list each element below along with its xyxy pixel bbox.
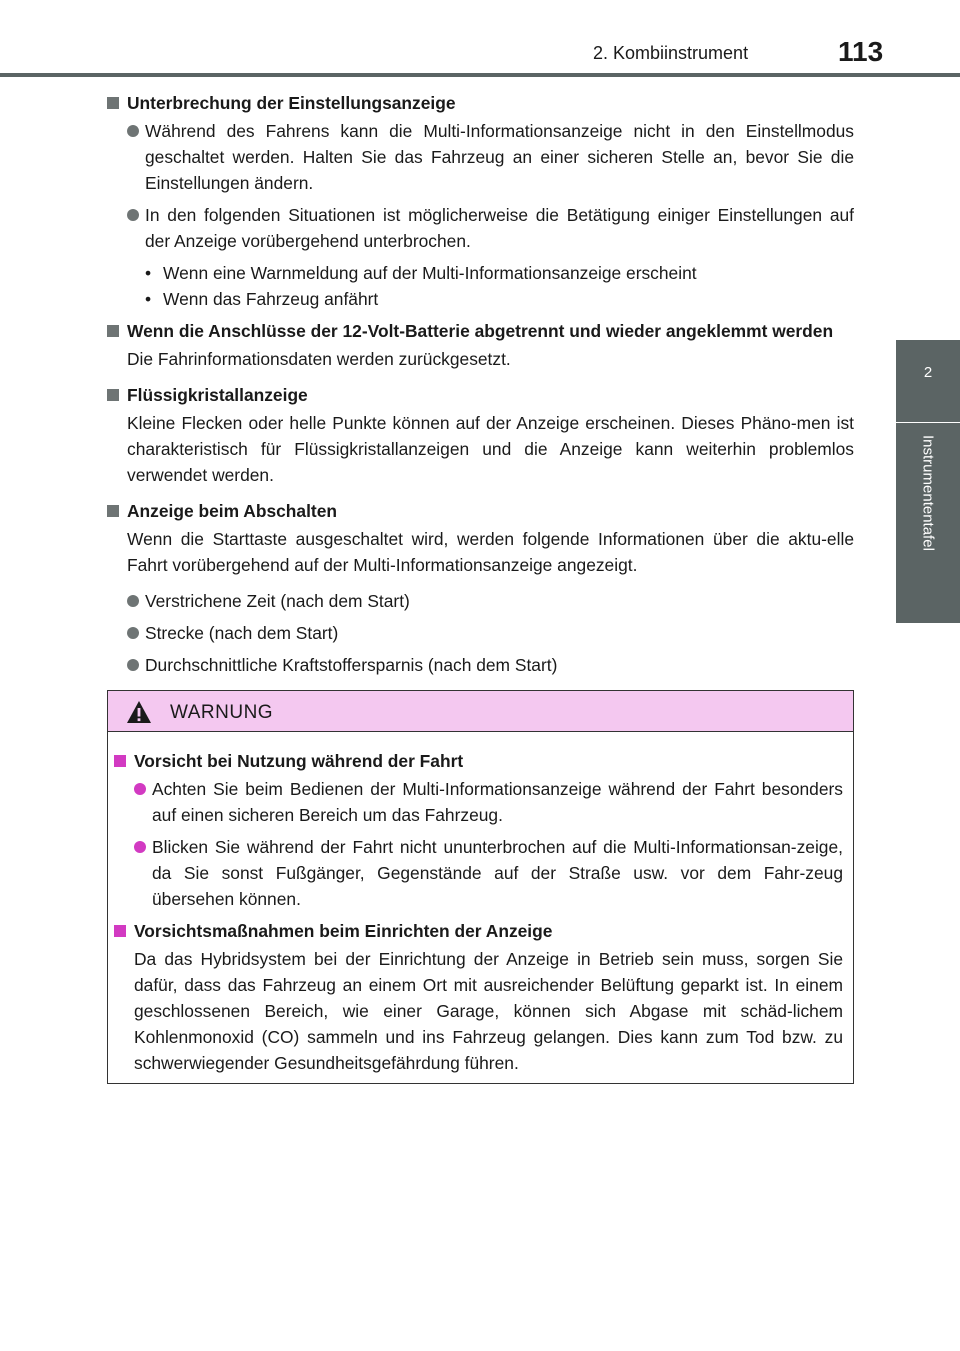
warning-list-item: Achten Sie beim Bedienen der Multi-Informationsanzeige während der Fahrt besonders auf einen sicheren Bereich um das Fahrzeug. — [114, 776, 843, 828]
main-content — [107, 90, 854, 684]
section-body: Wenn die Starttaste ausgeschaltet wird, werden folgende Informationen über die aktu-elle Fahrt vorübergehend auf der Multi-Informationsanzeige angezeigt. — [127, 529, 854, 575]
bullet-icon: • — [145, 289, 152, 309]
chapter-title: 2. Kombiinstrument — [593, 43, 749, 63]
round-bullet-icon — [127, 659, 139, 671]
warning-list-item: Blicken Sie während der Fahrt nicht ununterbrochen auf die Multi-Informationsan-zeige, da Sie sonst Fußgänger, Gegenstände auf der Straße usw. vor dem Fahr-zeug übersehen können. — [114, 834, 843, 912]
list-item: Während des Fahrens kann die Multi-Informationsanzeige nicht in den Einstellmodus geschaltet werden. Halten Sie das Fahrzeug an einer sicheren Stelle an, bevor Sie die Einstellungen ändern. — [107, 118, 854, 196]
round-bullet-icon — [134, 841, 146, 853]
section-body: Die Fahrinformationsdaten werden zurückgesetzt. — [127, 349, 511, 369]
square-bullet-icon — [114, 755, 126, 767]
round-bullet-icon — [127, 627, 139, 639]
round-bullet-icon — [134, 783, 146, 795]
warning-triangle-icon — [126, 700, 152, 724]
warning-title: WARNUNG — [170, 702, 274, 723]
sub-list-item: • Wenn eine Warnmeldung auf der Multi-Informationsanzeige erscheint — [107, 260, 854, 286]
warning-header — [108, 691, 853, 732]
section-heading: Anzeige beim Abschalten — [107, 498, 854, 524]
square-bullet-icon — [107, 325, 119, 337]
side-tab-number[interactable]: 2 — [896, 340, 960, 422]
section-heading: Flüssigkristallanzeige — [107, 382, 854, 408]
square-bullet-icon — [107, 389, 119, 401]
list-item: Durchschnittliche Kraftstoffersparnis (nach dem Start) — [107, 652, 854, 678]
warning-body-text: Da das Hybridsystem bei der Einrichtung der Anzeige in Betrieb sein muss, sorgen Sie dafür, dass das Fahrzeug an einem Ort mit ausreichender Belüftung geparkt ist. In einem geschlossenen Bereich, wie einer Garage, können sich Abgase mit schäd-lichem Kohlenmonoxid (CO) sammeln und ins Fahrzeug gelangen. Dies kann zum Tod bzw. zu schwerwiegender Gesundheitsgefährdung führen. — [134, 949, 843, 1073]
page-number: 113 — [838, 36, 884, 67]
round-bullet-icon — [127, 595, 139, 607]
warning-heading: Vorsichtsmaßnahmen beim Einrichten der Anzeige — [114, 918, 843, 944]
side-tab-label[interactable] — [896, 423, 960, 623]
side-tab-label-text: Instrumententafel — [919, 435, 937, 551]
section-heading: Unterbrechung der Einstellungsanzeige — [107, 90, 854, 116]
warning-body — [108, 732, 853, 1076]
list-item: Strecke (nach dem Start) — [107, 620, 854, 646]
round-bullet-icon — [127, 209, 139, 221]
list-item: In den folgenden Situationen ist möglicherweise die Betätigung einiger Einstellungen auf der Anzeige vorübergehend unterbrochen. — [107, 202, 854, 254]
square-bullet-icon — [107, 97, 119, 109]
square-bullet-icon — [107, 505, 119, 517]
bullet-icon: • — [145, 263, 152, 283]
sub-list-item: • Wenn das Fahrzeug anfährt — [107, 286, 854, 312]
list-item: Verstrichene Zeit (nach dem Start) — [107, 588, 854, 614]
section-body: Kleine Flecken oder helle Punkte können auf der Anzeige erscheinen. Dieses Phäno-men ist charakteristisch für Flüssigkristallanzeigen und die Anzeige kann weiterhin problemlos verwendet werden. — [127, 413, 854, 485]
warning-heading: Vorsicht bei Nutzung während der Fahrt — [114, 748, 843, 774]
square-bullet-icon — [114, 925, 126, 937]
round-bullet-icon — [127, 125, 139, 137]
warning-box — [107, 690, 854, 1084]
section-heading: Wenn die Anschlüsse der 12-Volt-Batterie abgetrennt und wieder angeklemmt werden — [107, 318, 854, 344]
header-rule — [0, 73, 960, 77]
